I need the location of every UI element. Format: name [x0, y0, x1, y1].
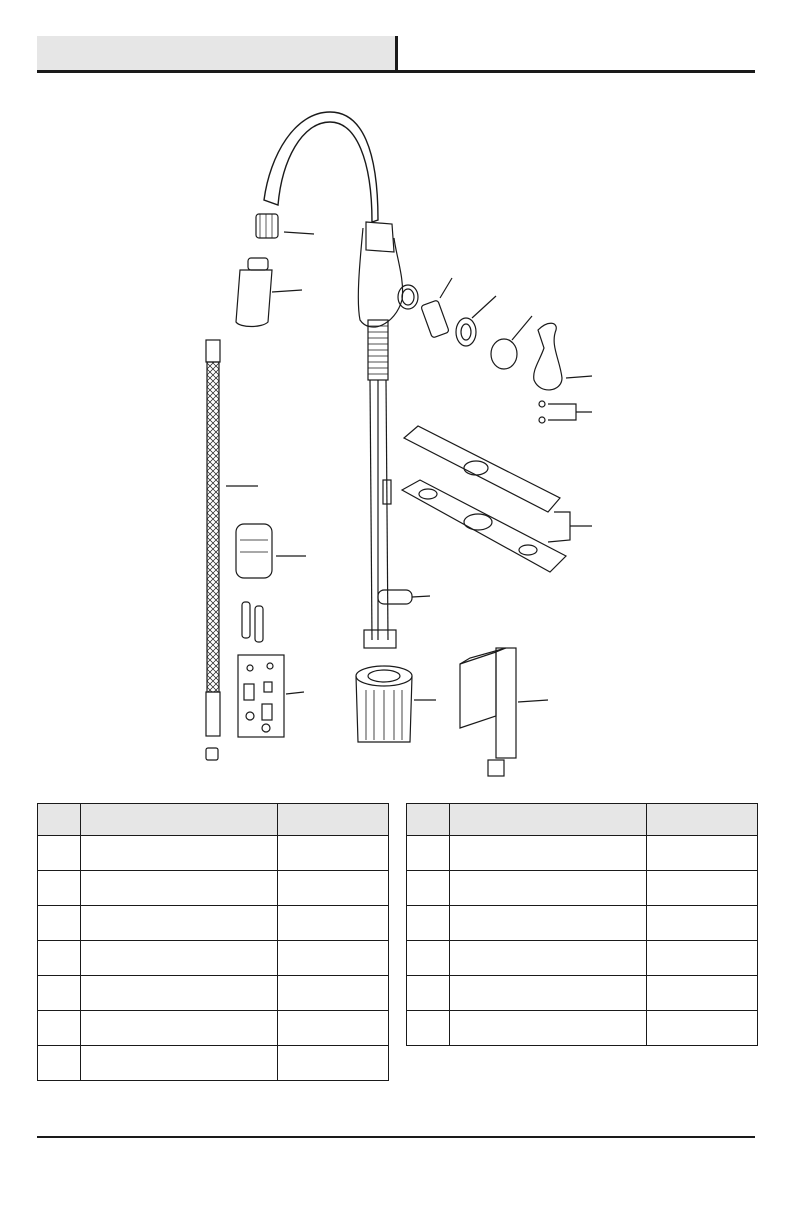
cell: [278, 1046, 389, 1081]
table-row: [38, 836, 389, 871]
cell: [407, 906, 450, 941]
handle-cap: [491, 316, 532, 369]
table-row: [407, 906, 758, 941]
cell: [647, 941, 758, 976]
cell: [407, 941, 450, 976]
shank: [364, 320, 396, 648]
cell: [450, 1011, 647, 1046]
cell: [81, 1046, 278, 1081]
table-row: [38, 871, 389, 906]
cell: [647, 906, 758, 941]
cell: [407, 836, 450, 871]
mounting-bolts: [242, 602, 263, 642]
cell: [38, 906, 81, 941]
cell: [647, 1011, 758, 1046]
cell: [278, 976, 389, 1011]
table-row: [38, 906, 389, 941]
cell: [38, 1046, 81, 1081]
cell: [81, 836, 278, 871]
cell: [450, 836, 647, 871]
parts-table-left: [37, 803, 389, 1081]
col-part: [407, 804, 450, 836]
handle-lever: [534, 323, 592, 390]
spray-head: [236, 258, 302, 327]
table-row: [407, 941, 758, 976]
table-row: [407, 871, 758, 906]
cartridge: [421, 278, 452, 338]
cell: [450, 906, 647, 941]
col-quantity: [278, 804, 389, 836]
cell: [647, 976, 758, 1011]
bonnet-nut: [456, 296, 496, 346]
aerator: [256, 214, 314, 238]
cell: [407, 871, 450, 906]
cell: [278, 1011, 389, 1046]
table-row: [407, 976, 758, 1011]
cell: [38, 1011, 81, 1046]
cell: [450, 871, 647, 906]
table-row: [38, 1011, 389, 1046]
cell: [38, 871, 81, 906]
footer-rule: [37, 1136, 755, 1138]
cell: [81, 906, 278, 941]
deck-gasket: [402, 480, 592, 572]
col-description: [81, 804, 278, 836]
table-row: [407, 836, 758, 871]
cell: [407, 1011, 450, 1046]
cell: [278, 871, 389, 906]
hose-weight: [236, 524, 306, 578]
table-row: [407, 1011, 758, 1046]
cell: [450, 976, 647, 1011]
table-row: [38, 1046, 389, 1081]
table-header-row: [407, 804, 758, 836]
cell: [38, 836, 81, 871]
pull-down-hose: [206, 340, 258, 760]
mounting-nut: [356, 666, 436, 742]
col-quantity: [647, 804, 758, 836]
cell: [81, 976, 278, 1011]
cell: [81, 1011, 278, 1046]
table-header-row: [38, 804, 389, 836]
cell: [278, 941, 389, 976]
hose-clip: [378, 590, 430, 604]
cell: [407, 976, 450, 1011]
hardware-kit: [238, 655, 304, 737]
table-row: [38, 976, 389, 1011]
set-screws: [539, 401, 592, 423]
cell: [81, 941, 278, 976]
col-description: [450, 804, 647, 836]
control-box: [460, 648, 548, 776]
cell: [647, 836, 758, 871]
cell: [38, 941, 81, 976]
cell: [647, 871, 758, 906]
table-row: [38, 941, 389, 976]
parts-table-right: [406, 803, 758, 1046]
col-part: [38, 804, 81, 836]
faucet-body: [264, 112, 418, 327]
cell: [450, 941, 647, 976]
cell: [81, 871, 278, 906]
cell: [278, 836, 389, 871]
cell: [278, 906, 389, 941]
cell: [38, 976, 81, 1011]
